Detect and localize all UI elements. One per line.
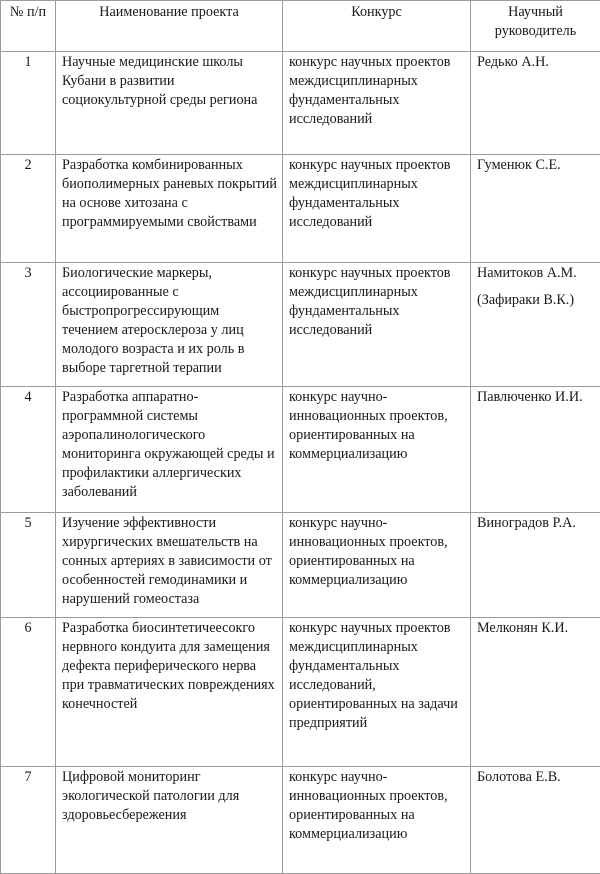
header-name: Наименование проекта bbox=[56, 1, 283, 52]
cell-lead-text: Болотова Е.В. bbox=[477, 767, 596, 787]
cell-lead-text: Мелконян К.И. bbox=[477, 618, 596, 638]
cell-project-name bbox=[56, 618, 283, 767]
cell-contest bbox=[283, 618, 471, 767]
cell-contest bbox=[283, 513, 471, 618]
cell-contest-text: конкурс научных проектов междисциплинарных фундаментальных исследований bbox=[289, 155, 466, 232]
cell-project-name bbox=[56, 52, 283, 155]
table-row bbox=[1, 263, 600, 387]
cell-project-name-text: Научные медицинские школы Кубани в развитии социокультурной среды региона bbox=[62, 52, 278, 110]
table-row bbox=[1, 767, 600, 874]
table-row bbox=[1, 387, 600, 513]
cell-num bbox=[1, 618, 56, 767]
cell-lead-secondary: (Зафираки В.К.) bbox=[477, 291, 596, 310]
cell-contest-text: конкурс научных проектов междисциплинарных фундаментальных исследований bbox=[289, 52, 466, 129]
cell-contest bbox=[283, 155, 471, 263]
cell-num-text: 2 bbox=[1, 155, 55, 175]
cell-contest bbox=[283, 387, 471, 513]
header-lead-line2: руководитель bbox=[495, 23, 576, 39]
cell-num-text: 3 bbox=[1, 263, 55, 283]
cell-project-name-text: Изучение эффективности хирургических вмешательств на сонных артериях в зависимости от особенностей гемодинамики и нарушений гомеостаза bbox=[62, 513, 278, 609]
cell-project-name-text: Разработка биосинтетичеесокго нервного кондуита для замещения дефекта периферического нерва при травматических повреждениях конечностей bbox=[62, 618, 278, 714]
cell-lead-text: Виноградов Р.А. bbox=[477, 513, 596, 533]
cell-lead bbox=[471, 767, 600, 874]
cell-num bbox=[1, 263, 56, 387]
cell-project-name bbox=[56, 767, 283, 874]
cell-lead-text: Гуменюк С.Е. bbox=[477, 155, 596, 175]
cell-contest-text: конкурс научных проектов междисциплинарных фундаментальных исследований, ориентированных на задачи предприятий bbox=[289, 618, 466, 733]
cell-num-text: 5 bbox=[1, 513, 55, 533]
table-row bbox=[1, 618, 600, 767]
cell-project-name bbox=[56, 263, 283, 387]
cell-lead bbox=[471, 618, 600, 767]
cell-project-name bbox=[56, 513, 283, 618]
cell-lead bbox=[471, 513, 600, 618]
cell-lead-text: Редько А.Н. bbox=[477, 52, 596, 72]
cell-contest-text: конкурс научно-инновационных проектов, ориентированных на коммерциализацию bbox=[289, 767, 466, 844]
cell-num bbox=[1, 387, 56, 513]
cell-lead bbox=[471, 155, 600, 263]
cell-project-name-text: Разработка комбинированных биополимерных раневых покрытий на основе хитозана с программируемыми свойствами bbox=[62, 155, 278, 232]
cell-num-text: 4 bbox=[1, 387, 55, 407]
cell-num bbox=[1, 155, 56, 263]
cell-project-name bbox=[56, 155, 283, 263]
cell-num bbox=[1, 52, 56, 155]
cell-project-name-text: Биологические маркеры, ассоциированные с быстропрогрессирующим течением атеросклероза у лиц молодого возраста и их роль в выборе таргетной терапии bbox=[62, 263, 278, 378]
cell-project-name bbox=[56, 387, 283, 513]
cell-lead bbox=[471, 387, 600, 513]
cell-contest-text: конкурс научных проектов междисциплинарных фундаментальных исследований bbox=[289, 263, 466, 340]
cell-contest bbox=[283, 767, 471, 874]
cell-lead bbox=[471, 52, 600, 155]
header-num: № п/п bbox=[1, 1, 56, 52]
cell-num-text: 1 bbox=[1, 52, 55, 72]
table-row bbox=[1, 155, 600, 263]
cell-contest-text: конкурс научно-инновационных проектов, ориентированных на коммерциализацию bbox=[289, 387, 466, 464]
cell-lead-text: Намитоков А.М. bbox=[477, 263, 596, 283]
cell-contest bbox=[283, 52, 471, 155]
cell-contest bbox=[283, 263, 471, 387]
cell-num-text: 7 bbox=[1, 767, 55, 787]
cell-project-name-text: Разработка аппаратно-программной системы аэропалинологического мониторинга окружающей среды и профилактики аллергических заболеваний bbox=[62, 387, 278, 502]
cell-num-text: 6 bbox=[1, 618, 55, 638]
table-row bbox=[1, 513, 600, 618]
table-header-row bbox=[1, 1, 600, 52]
cell-lead-text: Павлюченко И.И. bbox=[477, 387, 596, 407]
cell-contest-text: конкурс научно-инновационных проектов, ориентированных на коммерциализацию bbox=[289, 513, 466, 590]
table-row bbox=[1, 52, 600, 155]
cell-num bbox=[1, 513, 56, 618]
cell-num bbox=[1, 767, 56, 874]
header-contest: Конкурс bbox=[283, 1, 471, 52]
cell-project-name-text: Цифровой мониторинг экологической патологии для здоровьесбережения bbox=[62, 767, 278, 825]
header-lead-line1: Научный bbox=[508, 4, 563, 20]
cell-lead bbox=[471, 263, 600, 387]
header-lead bbox=[471, 1, 600, 52]
